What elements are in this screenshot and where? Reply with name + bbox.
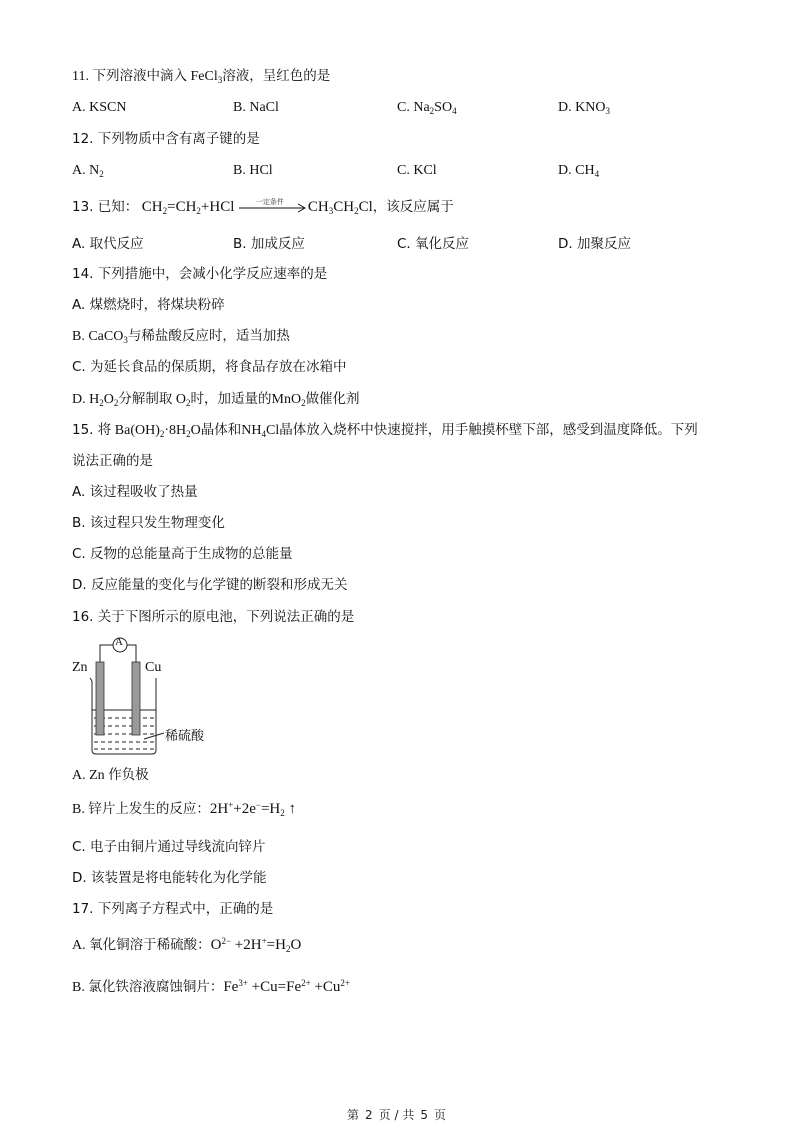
formula: +Cu=Fe — [251, 979, 302, 995]
q17-option-a[interactable] — [72, 936, 301, 955]
question-15-stem-line2: 说法正确的是 — [72, 453, 153, 469]
zinc-electrode — [96, 662, 104, 735]
option-text: 该装置是将电能转化为化学能 — [90, 870, 267, 886]
option-label: C. — [397, 163, 410, 178]
question-14-stem: 14. 下列措施中，会减小化学反应速率的是 — [72, 266, 328, 282]
stem-text: 溶液，呈红色的是 — [222, 68, 331, 84]
q12-option-c[interactable] — [397, 162, 437, 180]
q15-option-d[interactable] — [72, 576, 347, 594]
formula: O — [210, 937, 222, 953]
formula: =H — [260, 801, 281, 817]
footer-text: 页 / 共 — [378, 1108, 415, 1122]
formula: N — [89, 163, 100, 178]
q15-option-b[interactable] — [72, 514, 225, 532]
q15-option-a[interactable] — [72, 483, 198, 501]
option-label: B. — [233, 236, 247, 252]
subscript: 4 — [261, 429, 267, 439]
option-label: A. — [72, 236, 86, 252]
formula: +HCl — [200, 199, 235, 215]
q15-option-c[interactable] — [72, 545, 293, 563]
subscript: 4 — [452, 106, 457, 116]
total-pages-number: 5 — [420, 1108, 428, 1122]
option-label: B. — [72, 329, 85, 344]
option-text: HCl — [249, 163, 273, 178]
reaction-product — [308, 199, 373, 215]
formula: 2H — [209, 801, 229, 817]
formula: ·8H — [164, 423, 187, 438]
formula: Cl — [358, 199, 373, 215]
formula: MnO — [271, 392, 302, 407]
q12-option-b[interactable] — [233, 162, 273, 180]
superscript: − — [255, 800, 261, 810]
formula: O — [190, 423, 201, 438]
subscript: 2 — [354, 206, 359, 216]
subscript: 2 — [159, 429, 165, 439]
ammeter-label: A — [115, 636, 123, 648]
ionic-equation — [211, 937, 302, 953]
formula: =H — [266, 937, 286, 953]
q13-option-a[interactable] — [72, 235, 144, 253]
q11-option-d[interactable] — [558, 99, 610, 117]
gas-arrow-icon: ↑ — [288, 801, 297, 817]
option-label: B. — [233, 163, 246, 178]
formula: SO — [434, 100, 453, 115]
subscript: 2 — [99, 169, 104, 179]
reaction-equation — [142, 199, 235, 215]
option-text: 与稀盐酸反应时，适当加热 — [127, 328, 290, 344]
formula: CH — [141, 199, 163, 215]
footer-text: 第 — [347, 1108, 360, 1122]
option-text: 该过程只发生物理变化 — [89, 515, 225, 531]
formula: =CH — [167, 199, 197, 215]
galvanic-cell-diagram — [68, 632, 218, 760]
formula: +2e — [233, 801, 256, 817]
q12-option-a[interactable] — [72, 162, 104, 180]
subscript: 2 — [280, 808, 285, 818]
option-text: 煤燃烧时，将煤块粉碎 — [89, 297, 225, 313]
q12-option-d[interactable] — [558, 162, 599, 180]
option-label: D. — [558, 100, 572, 115]
q16-option-a[interactable] — [72, 766, 149, 785]
q11-option-b[interactable] — [233, 99, 279, 117]
question-16-stem: 16. 关于下图所示的原电池，下列说法正确的是 — [72, 609, 355, 625]
option-text: 加聚反应 — [576, 236, 631, 252]
formula: H — [89, 392, 100, 407]
superscript: 2+ — [301, 978, 311, 988]
reaction-condition: 一定条件 — [255, 197, 284, 206]
copper-electrode — [132, 662, 140, 735]
ionic-equation — [223, 979, 350, 995]
subscript: 2 — [429, 106, 435, 116]
stem-text: 下列溶液中滴入 — [92, 68, 187, 84]
option-label: C. — [72, 839, 86, 855]
q16-option-d[interactable] — [72, 869, 266, 887]
question-15-stem — [72, 421, 698, 440]
option-text: 反物的总能量高于生成物的总能量 — [90, 546, 293, 562]
stem-text: 晶体和 — [200, 422, 242, 438]
q14-option-b[interactable] — [72, 327, 290, 346]
option-label: D. — [72, 392, 86, 407]
option-label: B. — [72, 980, 85, 995]
subscript: 4 — [594, 169, 600, 179]
q16-option-c[interactable] — [72, 838, 266, 856]
option-label: C. — [397, 100, 410, 115]
option-label: A. — [72, 768, 86, 783]
stem-text: ，该反应属于 — [372, 199, 454, 215]
option-label: B. — [72, 515, 86, 531]
subscript: 3 — [605, 106, 610, 116]
formula: O — [290, 937, 302, 953]
option-label: A. — [72, 163, 86, 178]
option-label: D. — [72, 870, 87, 886]
q14-option-d[interactable] — [72, 390, 360, 409]
option-label: D. — [558, 163, 572, 178]
superscript: + — [261, 936, 267, 946]
formula: Na — [413, 100, 430, 115]
formula: +Cu — [314, 979, 341, 995]
current-page-number: 2 — [365, 1108, 373, 1122]
option-text: 分解制取 — [118, 391, 173, 407]
q11-option-c[interactable] — [397, 99, 457, 117]
option-text: KCl — [413, 163, 437, 178]
formula: CH — [575, 163, 595, 178]
formula: O — [103, 392, 114, 407]
option-label: A. — [72, 297, 86, 313]
formula: CH — [307, 199, 329, 215]
subscript: 2 — [186, 398, 191, 408]
option-text: 电子由铜片通过导线流向锌片 — [90, 839, 266, 855]
question-17-stem: 17. 下列离子方程式中，正确的是 — [72, 901, 274, 917]
option-label: A. — [72, 100, 86, 115]
superscript: 3+ — [238, 978, 248, 988]
question-13-stem — [72, 198, 454, 217]
option-label: C. — [72, 546, 86, 562]
option-label: C. — [72, 359, 86, 375]
question-12-stem: 12. 下列物质中含有离子键的是 — [72, 131, 260, 147]
superscript: + — [228, 800, 234, 810]
option-text: 氯化铁溶液腐蚀铜片： — [88, 979, 224, 995]
q14-option-c[interactable] — [72, 358, 347, 376]
subscript: 3 — [123, 335, 128, 345]
formula: Ba(OH) — [114, 423, 160, 438]
subscript: 2 — [196, 206, 201, 216]
formula: FeCl — [190, 69, 218, 84]
formula: NH — [241, 423, 262, 438]
option-text: 氧化铜溶于稀硫酸： — [89, 937, 211, 953]
half-reaction-equation — [210, 801, 296, 817]
superscript: 2− — [221, 936, 232, 946]
option-text: KSCN — [89, 100, 127, 115]
option-label: C. — [397, 236, 411, 252]
formula: +2H — [234, 937, 262, 953]
q13-option-d[interactable] — [558, 235, 631, 253]
q16-option-b[interactable] — [72, 800, 296, 819]
option-text: 做催化剂 — [305, 391, 360, 407]
option-text: 时，加适量的 — [190, 391, 272, 407]
option-text: 作负极 — [108, 767, 149, 783]
q13-option-b[interactable] — [233, 235, 305, 253]
option-label: A. — [72, 484, 86, 500]
option-text: 氧化反应 — [415, 236, 470, 252]
option-label: A. — [72, 938, 86, 953]
q13-option-c[interactable] — [397, 235, 469, 253]
formula: CH — [333, 199, 355, 215]
superscript: 2+ — [340, 978, 350, 988]
q17-option-b[interactable] — [72, 978, 350, 997]
option-text: 为延长食品的保质期，将食品存放在冰箱中 — [90, 359, 347, 375]
question-number: 13. 已知： — [72, 199, 139, 215]
option-text: 加成反应 — [250, 236, 305, 252]
formula: O — [175, 392, 186, 407]
formula: Fe — [223, 979, 239, 995]
option-label: D. — [558, 236, 573, 252]
option-label: B. — [72, 802, 85, 817]
subscript: 2 — [162, 206, 168, 216]
question-number: 15. 将 — [72, 422, 112, 438]
stem-text: 晶体放入烧杯中快速搅拌，用手触摸杯壁下部，感受到温度降低。下列 — [279, 422, 698, 438]
q14-option-a[interactable] — [72, 296, 225, 314]
question-11-stem — [72, 67, 330, 86]
subscript: 3 — [217, 75, 223, 85]
option-text: NaCl — [249, 100, 279, 115]
subscript: 2 — [113, 398, 119, 408]
reaction-arrow — [238, 197, 308, 215]
formula: Zn — [89, 768, 105, 783]
option-text: 该过程吸收了热量 — [89, 484, 198, 500]
subscript: 2 — [99, 398, 104, 408]
formula: KNO — [575, 100, 606, 115]
solution-label: 稀硫酸 — [165, 729, 205, 744]
formula: Cl — [266, 423, 280, 438]
question-number: 11. — [72, 69, 89, 84]
copper-label: Cu — [145, 660, 162, 675]
option-text: 锌片上发生的反应： — [88, 801, 210, 817]
option-text: 取代反应 — [89, 236, 144, 252]
subscript: 2 — [301, 398, 306, 408]
subscript: 2 — [285, 944, 291, 954]
q11-option-a[interactable] — [72, 99, 126, 117]
option-label: B. — [233, 100, 246, 115]
option-label: D. — [72, 577, 87, 593]
footer-text: 页 — [433, 1108, 446, 1122]
formula: CaCO — [88, 329, 124, 344]
page-footer — [0, 1106, 793, 1123]
option-text: 反应能量的变化与化学键的断裂和形成无关 — [90, 577, 348, 593]
zinc-label: Zn — [72, 660, 88, 675]
subscript: 2 — [186, 429, 191, 439]
subscript: 3 — [328, 206, 334, 216]
